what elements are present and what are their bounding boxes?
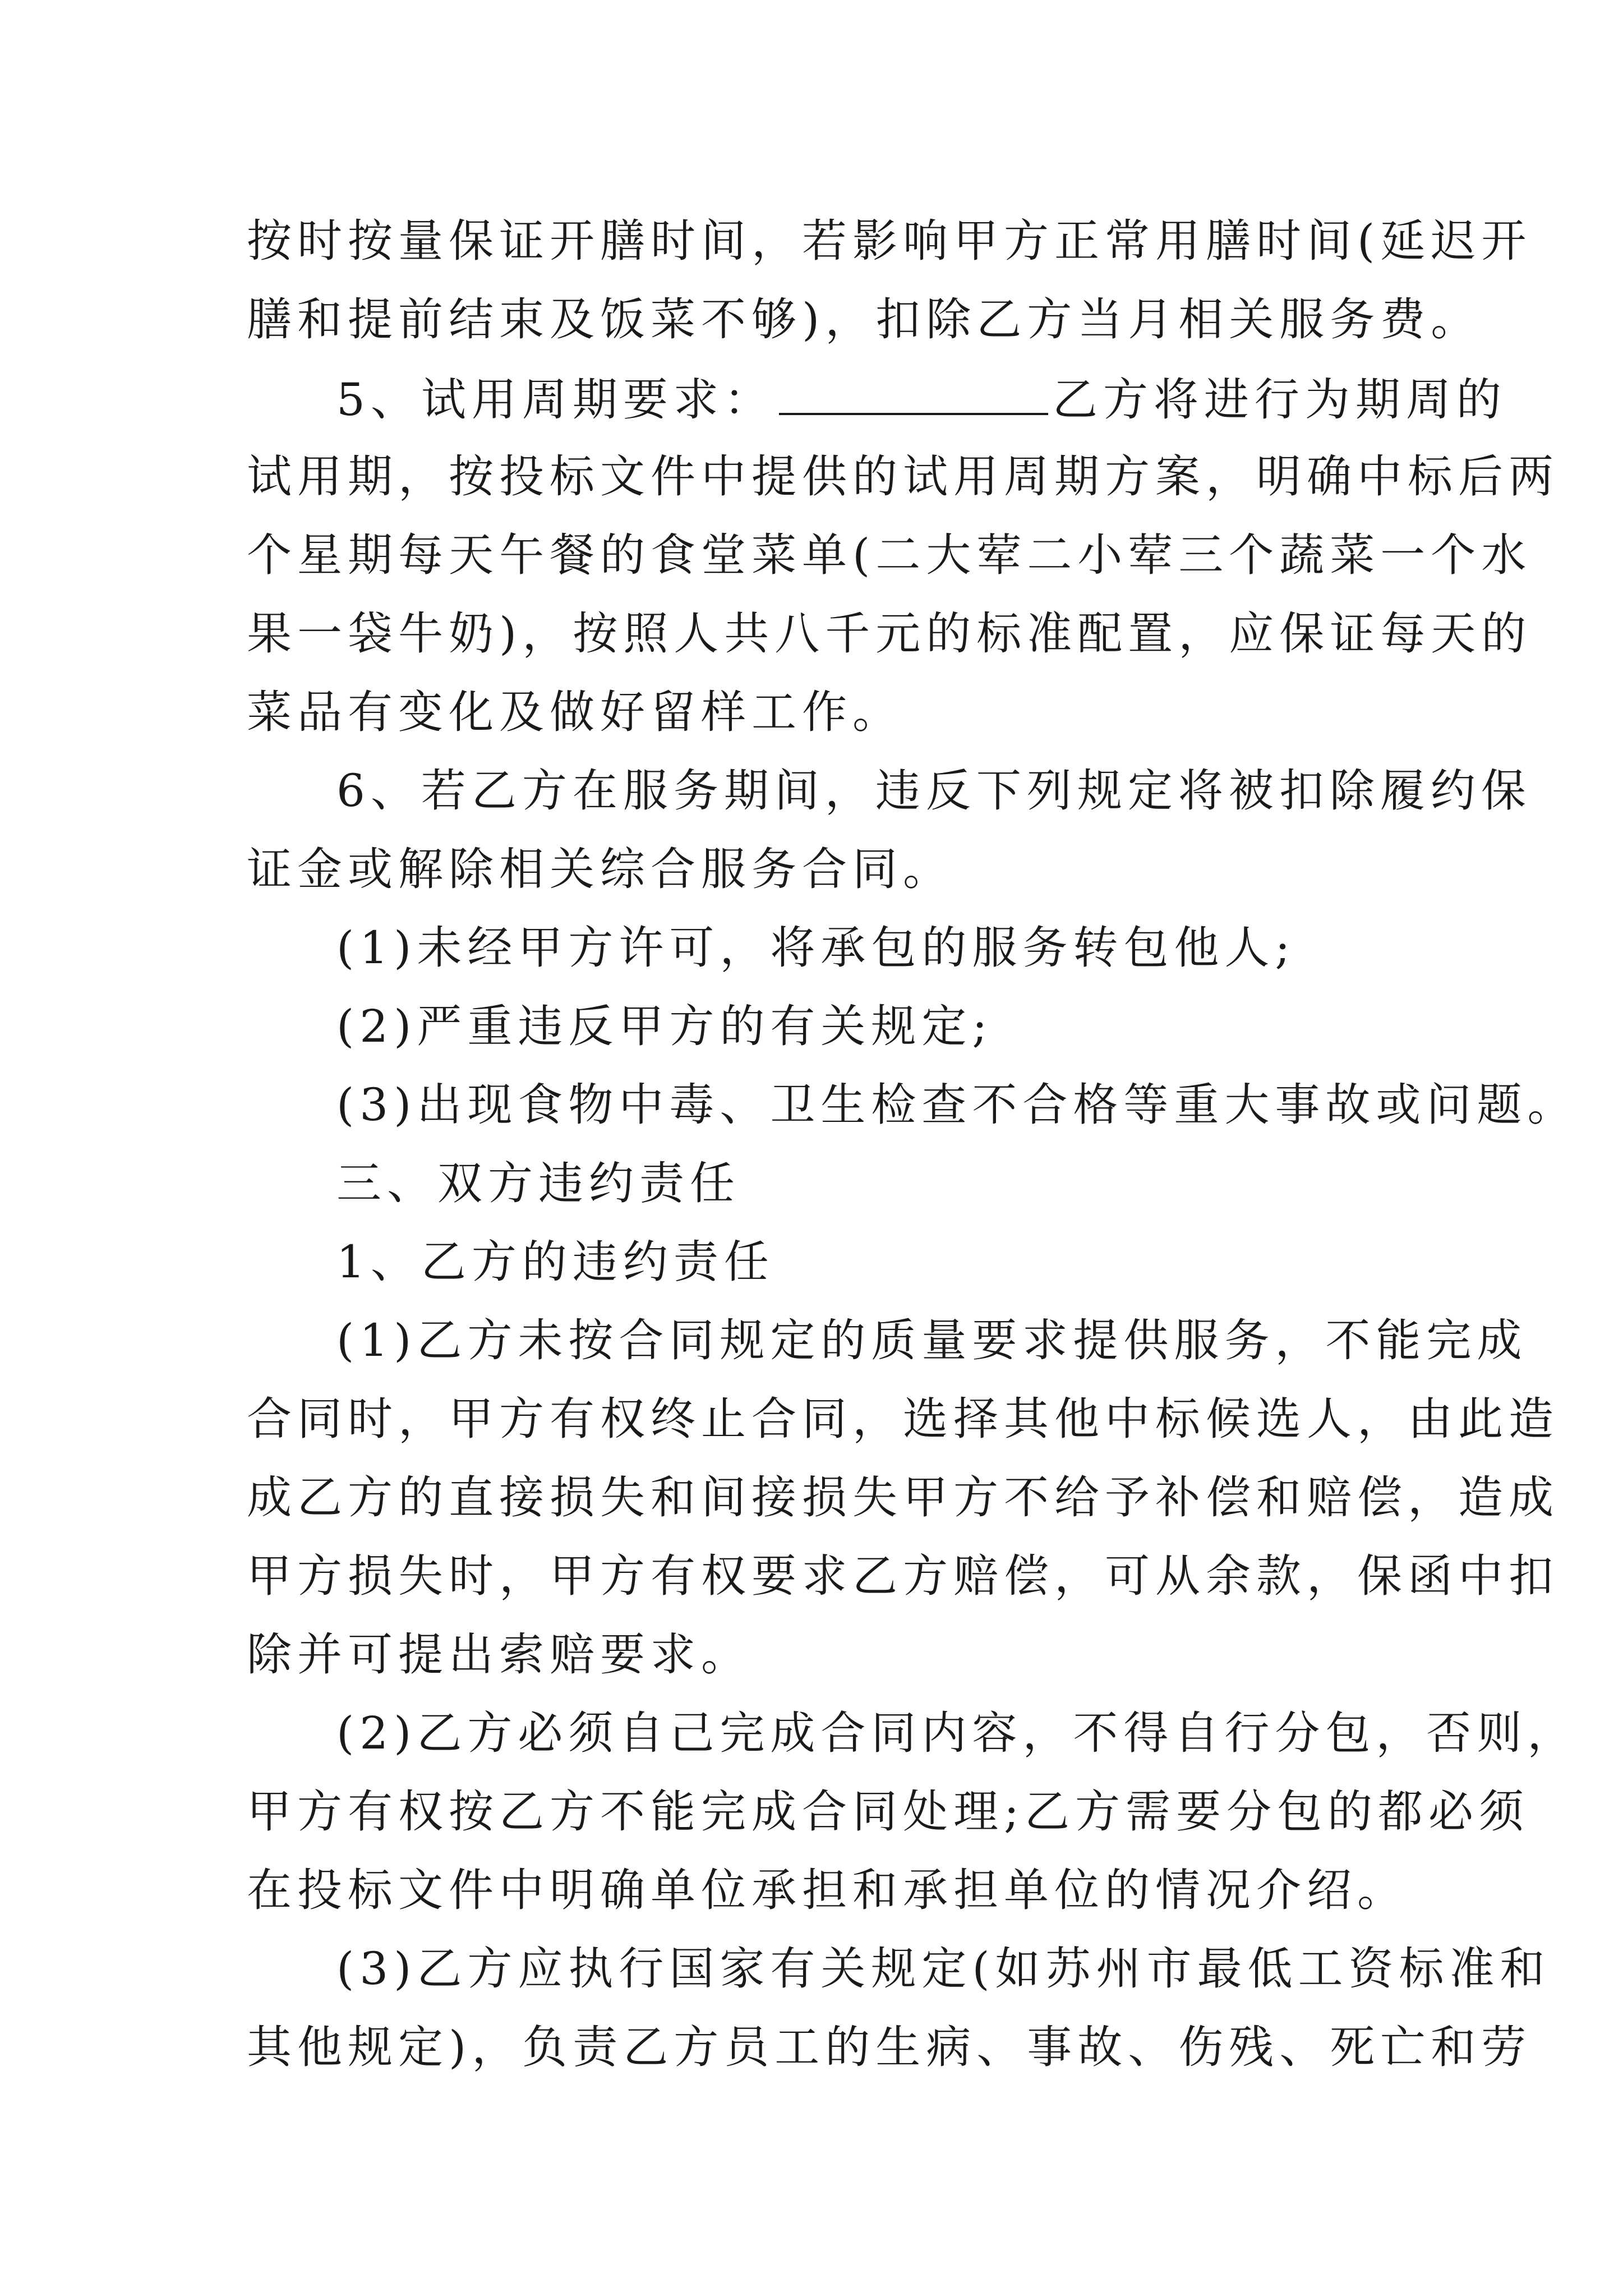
body-line: 个星期每天午餐的食堂菜单(二大荤二小荤三个蔬菜一个水 <box>247 529 1532 581</box>
body-line: 6、若乙方在服务期间，违反下列规定将被扣除履约保 <box>336 765 1532 817</box>
list-item: (2)严重违反甲方的有关规定; <box>336 1000 993 1052</box>
body-line: 按时按量保证开膳时间，若影响甲方正常用膳时间(延迟开 <box>247 215 1532 267</box>
body-line: (3)乙方应执行国家有关规定(如苏州市最低工资标准和 <box>336 1943 1551 1995</box>
body-line: (1)乙方未按合同规定的质量要求提供服务，不能完成 <box>336 1314 1528 1366</box>
trial-period-label: 5、试用周期要求： <box>336 374 774 426</box>
subsection-heading: 1、乙方的违约责任 <box>336 1236 774 1288</box>
body-line: 成乙方的直接损失和间接损失甲方不给予补偿和赔偿，造成 <box>247 1471 1559 1524</box>
body-line: 甲方损失时，甲方有权要求乙方赔偿，可从余款，保函中扣 <box>247 1550 1559 1602</box>
body-line: 证金或解除相关综合服务合同。 <box>247 843 953 895</box>
body-line: 其他规定)，负责乙方员工的生病、事故、伤残、死亡和劳 <box>247 2021 1532 2073</box>
trial-period-text: 乙方将进行为期周的 <box>1052 374 1507 426</box>
body-line: 在投标文件中明确单位承担和承担单位的情况介绍。 <box>247 1864 1408 1916</box>
body-line: 合同时，甲方有权终止合同，选择其他中标候选人，由此造 <box>247 1393 1559 1445</box>
trial-period-line <box>336 370 1507 428</box>
body-line: 果一袋牛奶)，按照人共八千元的标准配置，应保证每天的 <box>247 608 1532 660</box>
body-line: 甲方有权按乙方不能完成合同处理;乙方需要分包的都必须 <box>247 1786 1529 1838</box>
body-line: 除并可提出索赔要求。 <box>247 1628 751 1681</box>
body-line: (2)乙方必须自己完成合同内容，不得自行分包，否则， <box>336 1707 1578 1759</box>
body-line: 试用期，按投标文件中提供的试用周期方案，明确中标后两 <box>247 450 1559 503</box>
body-line: 膳和提前结束及饭菜不够)，扣除乙方当月相关服务费。 <box>247 293 1482 346</box>
section-heading: 三、双方违约责任 <box>336 1157 740 1209</box>
list-item: (1)未经甲方许可，将承包的服务转包他人; <box>336 922 1296 974</box>
body-line: 菜品有变化及做好留样工作。 <box>247 686 903 738</box>
list-item: (3)出现食物中毒、卫生检查不合格等重大事故或问题。 <box>336 1079 1578 1131</box>
fill-in-blank <box>779 370 1048 415</box>
